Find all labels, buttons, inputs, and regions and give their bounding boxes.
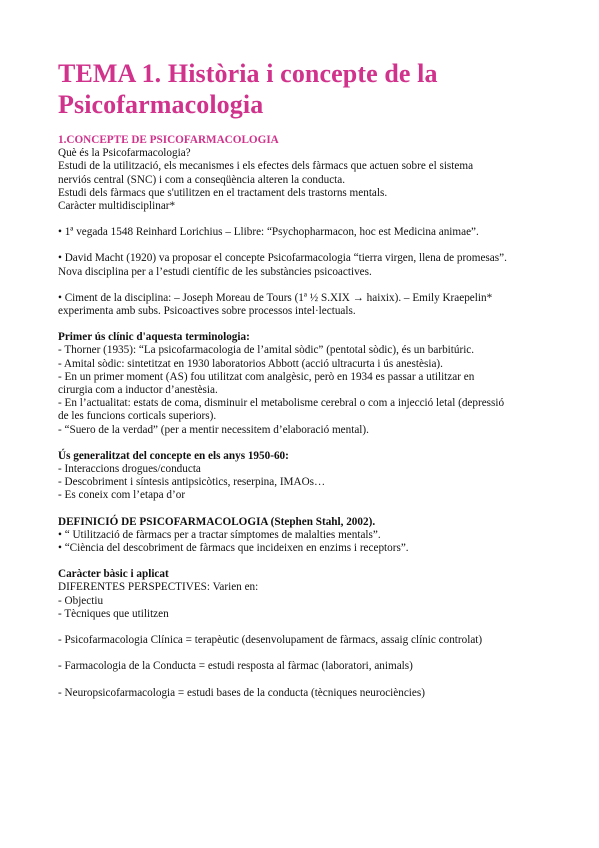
section-heading: DEFINICIÓ DE PSICOFARMACOLOGIA (Stephen Stahl, 2002). bbox=[58, 515, 376, 528]
list-item: - Es coneix com l’etapa d’or bbox=[58, 489, 186, 502]
bullet-item: • 1ª vegada 1548 Reinhard Lorichius – Llibre: “Psychopharmacon, hoc est Medicina animae”. bbox=[58, 226, 479, 239]
list-item: - Psicofarmacologia Clínica = terapèutic (desenvolupament de fàrmacs, assaig clínic controlat) bbox=[58, 634, 483, 647]
text-line: de les funcions corticals superiors). bbox=[58, 410, 217, 423]
text-line: Estudi de la utilització, els mecanismes i els efectes dels fàrmacs que actuen sobre el sistema bbox=[58, 160, 474, 173]
section-primer-us bbox=[58, 331, 558, 437]
bullet-item: • “ Utilització de fàrmacs per a tractar símptomes de malalties mentals”. bbox=[58, 528, 381, 541]
text-line: Caràcter multidisciplinar* bbox=[58, 200, 176, 213]
bullet-item: • David Macht (1920) va proposar el concepte Psicofarmacologia “tierra virgen, llena de promesas”. bbox=[58, 252, 507, 265]
text-line: DIFERENTES PERSPECTIVES: Varien en: bbox=[58, 581, 259, 594]
section-us-generalitzat bbox=[58, 450, 558, 503]
bullet-item: • Ciment de la disciplina: – Joseph Moreau de Tours (1ª ½ S.XIX → haixix). – Emily Kraepelin* bbox=[58, 291, 493, 304]
text-line: experimenta amb subs. Psicoactives sobre processos intel·lectuals. bbox=[58, 305, 356, 318]
text-line: Què és la Psicofarmacologia? bbox=[58, 147, 191, 160]
section-heading: Caràcter bàsic i aplicat bbox=[58, 568, 169, 581]
document-page bbox=[58, 58, 558, 700]
list-item: - Farmacologia de la Conducta = estudi resposta al fàrmac (laboratori, animals) bbox=[58, 660, 413, 673]
list-item: - Objectiu bbox=[58, 594, 104, 607]
text-line: - En un primer moment (AS) fou utilitzat com analgèsic, però en 1934 es passar a utilitzar en bbox=[58, 370, 475, 383]
section-definicio bbox=[58, 516, 558, 556]
section-heading: 1.CONCEPTE DE PSICOFARMACOLOGIA bbox=[58, 134, 279, 146]
text-line: - Thorner (1935): “La psicofarmacologia de l’amital sòdic” (pentotal sòdic), és un barbitúric. bbox=[58, 344, 475, 357]
page-title: TEMA 1. Història i concepte de la Psicofarmacologia bbox=[58, 59, 438, 119]
list-item: - Descobriment i síntesis antipsicòtics, reserpina, IMAOs… bbox=[58, 476, 326, 489]
text-line: - En l’actualitat: estats de coma, disminuir el metabolisme cerebral o com a injecció letal (depressió bbox=[58, 397, 505, 410]
list-item: - Tècniques que utilitzen bbox=[58, 607, 169, 620]
text-line: Estudi dels fàrmacs que s'utilitzen en el tractament dels trastorns mentals. bbox=[58, 186, 388, 199]
text-line: - “Suero de la verdad” (per a mentir necessitem d’elaboració mental). bbox=[58, 423, 369, 436]
list-item: - Interaccions drogues/conducta bbox=[58, 463, 201, 476]
section-caracter bbox=[58, 568, 558, 699]
text-line: nerviós central (SNC) i com a conseqüència alteren la conducta. bbox=[58, 173, 346, 186]
section-heading: Primer ús clínic d'aquesta terminologia: bbox=[58, 331, 250, 344]
text-line: cirurgia com a inductor d’anestèsia. bbox=[58, 384, 218, 397]
text-line: - Amital sòdic: sintetitzat en 1930 laboratorios Abbott (acció ultracurta i ús anestèsia). bbox=[58, 357, 443, 370]
list-item: - Neuropsicofarmacologia = estudi bases de la conducta (tècniques neurociències) bbox=[58, 686, 425, 699]
section-concepte bbox=[58, 134, 558, 318]
text-line: Nova disciplina per a l’estudi científic de les substàncies psicoactives. bbox=[58, 265, 372, 278]
bullet-item: • “Ciència del descobriment de fàrmacs que incideixen en enzims i receptors”. bbox=[58, 542, 409, 555]
section-heading: Ús generalitzat del concepte en els anys 1950-60: bbox=[58, 449, 289, 462]
